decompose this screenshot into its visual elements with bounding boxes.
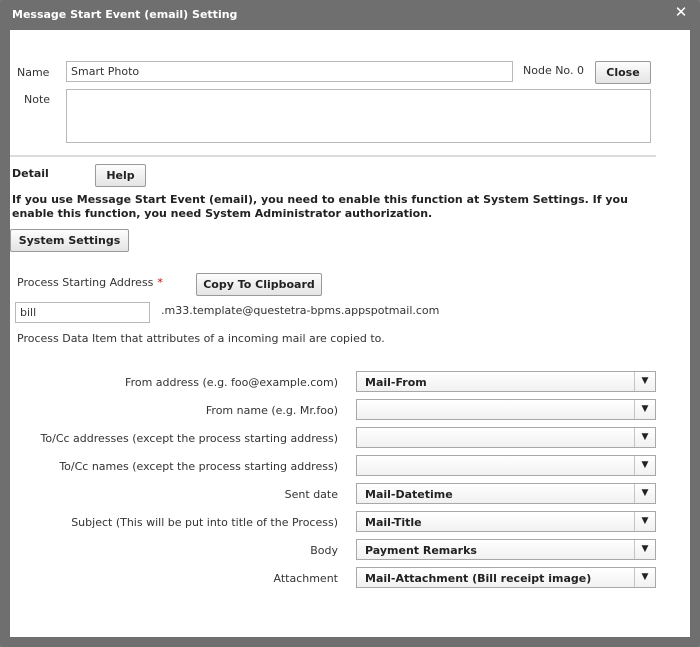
copy-to-clipboard-button[interactable]: Copy To Clipboard: [196, 273, 322, 296]
dialog-title: Message Start Event (email) Setting: [12, 8, 238, 21]
required-mark: *: [157, 276, 163, 289]
sent-date-select-value: Mail-Datetime: [365, 488, 453, 501]
subject-select-value: Mail-Title: [365, 516, 422, 529]
help-button[interactable]: Help: [95, 164, 146, 187]
close-button[interactable]: Close: [595, 61, 651, 84]
from-address-select[interactable]: [356, 371, 656, 392]
mapping-label-subject: Subject (This will be put into title of the Process): [71, 516, 338, 529]
starting-address-text: Process Starting Address: [17, 276, 154, 289]
mapping-label-to-cc-addresses: To/Cc addresses (except the process starting address): [40, 432, 338, 445]
to-cc-names-select[interactable]: [356, 455, 656, 476]
name-input[interactable]: [66, 61, 513, 82]
mapping-label-body: Body: [310, 544, 338, 557]
body-select-value: Payment Remarks: [365, 544, 477, 557]
mapping-caption: Process Data Item that attributes of a incoming mail are copied to.: [17, 332, 385, 345]
mapping-label-from-address: From address (e.g. foo@example.com): [125, 376, 338, 389]
note-label: Note: [24, 93, 51, 106]
dialog-content: [10, 30, 690, 637]
system-settings-notice: If you use Message Start Event (email), you need to enable this function at System Settings. If you enable this function, you need System Administrator authorization.: [12, 193, 628, 220]
chevron-down-icon: ▼: [634, 372, 655, 391]
close-icon[interactable]: ✕: [674, 3, 688, 21]
attachment-select[interactable]: [356, 567, 656, 588]
chevron-down-icon: ▼: [634, 456, 655, 475]
detail-label: Detail: [12, 167, 49, 180]
chevron-down-icon: ▼: [634, 512, 655, 531]
from-name-select[interactable]: [356, 399, 656, 420]
mapping-label-to-cc-names: To/Cc names (except the process starting address): [59, 460, 338, 473]
section-divider: [10, 155, 656, 157]
title-bar[interactable]: [0, 0, 700, 30]
attachment-select-value: Mail-Attachment (Bill receipt image): [365, 572, 592, 585]
note-textarea[interactable]: [66, 89, 651, 143]
chevron-down-icon: ▼: [634, 540, 655, 559]
system-settings-button[interactable]: System Settings: [10, 229, 129, 252]
from-address-select-value: Mail-From: [365, 376, 427, 389]
starting-address-label: [17, 276, 163, 289]
name-label: Name: [17, 66, 50, 79]
sent-date-select[interactable]: [356, 483, 656, 504]
chevron-down-icon: ▼: [634, 400, 655, 419]
chevron-down-icon: ▼: [634, 428, 655, 447]
chevron-down-icon: ▼: [634, 568, 655, 587]
chevron-down-icon: ▼: [634, 484, 655, 503]
address-local-part-input[interactable]: [15, 302, 150, 323]
body-select[interactable]: [356, 539, 656, 560]
to-cc-addresses-select[interactable]: [356, 427, 656, 448]
node-number: Node No. 0: [523, 64, 584, 77]
address-domain-suffix: .m33.template@questetra-bpms.appspotmail.com: [161, 304, 440, 317]
mapping-label-sent-date: Sent date: [284, 488, 338, 501]
mapping-label-from-name: From name (e.g. Mr.foo): [205, 404, 338, 417]
mapping-label-attachment: Attachment: [273, 572, 338, 585]
subject-select[interactable]: [356, 511, 656, 532]
